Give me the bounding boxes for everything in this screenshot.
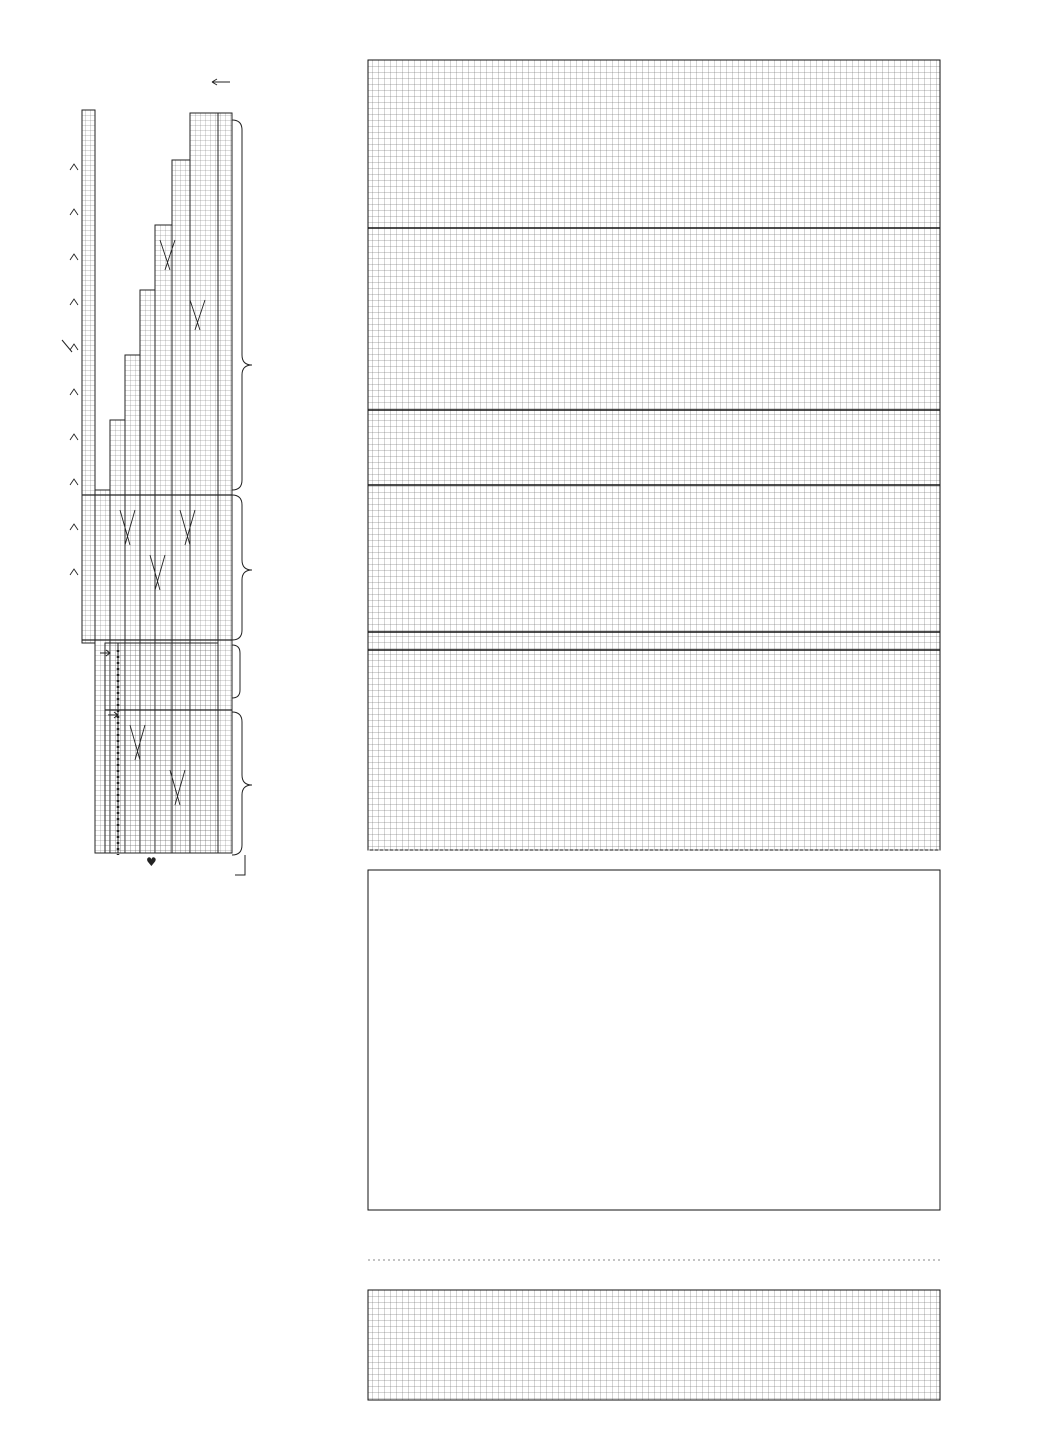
main-chart [368, 60, 940, 1400]
small-chart [62, 79, 252, 875]
heart-icon: ♥ [146, 855, 157, 869]
